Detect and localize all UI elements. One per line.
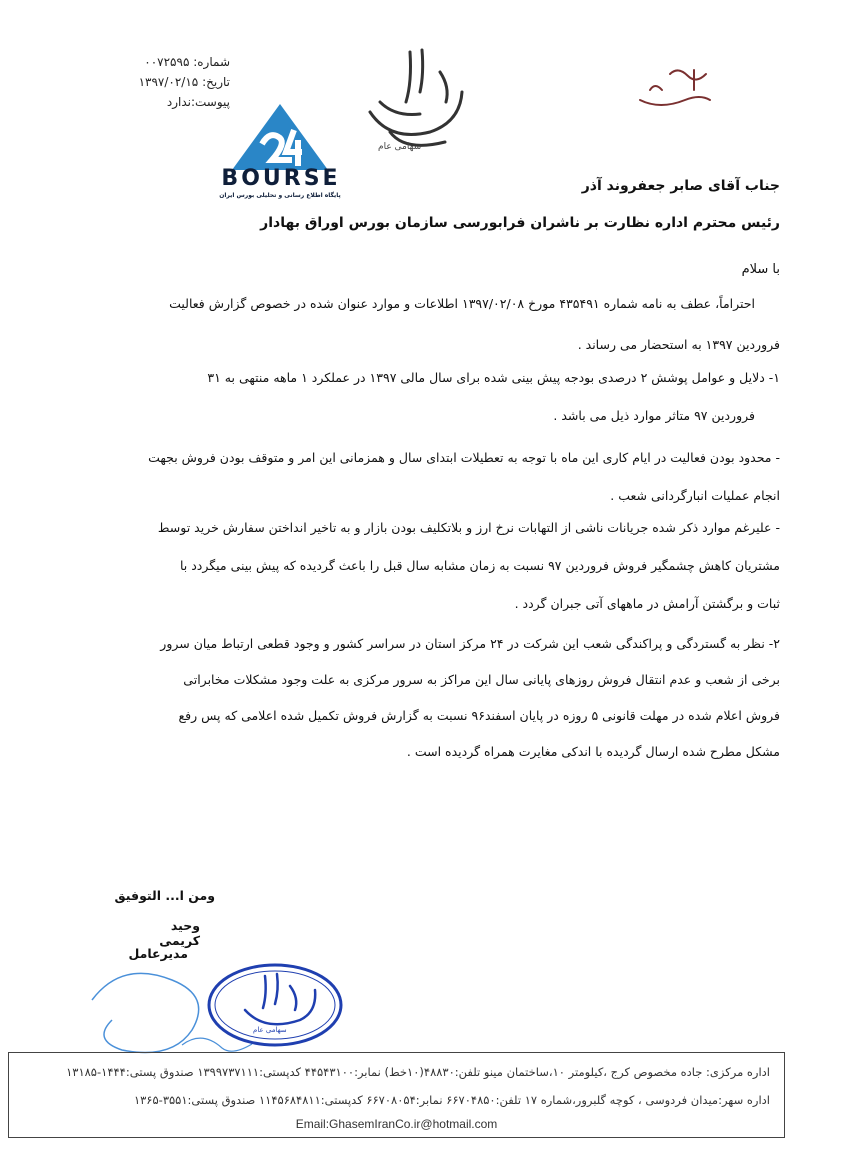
letter-date-value: ۱۳۹۷/۰۲/۱۵	[138, 75, 199, 89]
letter-footer	[8, 1052, 785, 1138]
stamp-subtitle: سهامی عام	[253, 1026, 287, 1034]
addressee-title: رئیس محترم اداره نظارت بر ناشران فرابورسی سازمان بورس اوراق بهادار	[260, 215, 780, 231]
body-line: - علیرغم موارد ذکر شده جریانات ناشی از التهابات نرخ ارز و بلاتکلیف بودن بازار و به تاخیر انداختن سفارش خرید توسط	[157, 520, 780, 535]
closing-line: ومن ا... التوفیق	[114, 888, 215, 903]
greeting: با سلام	[741, 262, 780, 277]
footer-address-central: اداره مرکزی: جاده مخصوص کرج ،کیلومتر ۱۰،ساختمان مینو تلفن:۴۸۸۳۰(۱۰خط) نمابر:۴۴۵۴۳۱۰۰ کدپستی:۱۳۹۹۷۳۷۱۱۱ صندوق پستی:۱۴۴۴-۱۳۱۸۵	[66, 1065, 770, 1079]
bourse-logo-subtitle: پایگاه اطلاع رسانی و تحلیلی بورس ایران	[219, 192, 341, 199]
body-line: ۱- دلایل و عوامل پوشش ۲ درصدی بودجه پیش بینی شده برای سال مالی ۱۳۹۷ در عملکرد ۱ ماهه منتهی به ۳۱	[207, 370, 780, 385]
body-line: مشتریان کاهش چشمگیر فروش فروردین ۹۷ نسبت به زمان مشابه سال قبل را باعث گردیده که پیش بینی میگردد با	[179, 558, 780, 573]
letter-number-label: شماره:	[193, 55, 230, 69]
body-line: فروردین ۹۷ متاثر موارد ذیل می باشد .	[553, 408, 755, 423]
body-line: ۲- نظر به گستردگی و پراکندگی شعب این شرکت در ۲۴ مرکز استان در سراسر کشور و وجود قطعی ارتباط میان سرور	[160, 636, 780, 651]
basmala-calligraphy-icon	[630, 60, 720, 120]
body-line: مشکل مطرح شده ارسال گردیده با اندکی مغایرت همراه گردیده است .	[406, 744, 780, 759]
body-line: فروردین ۱۳۹۷ به استحضار می رساند .	[577, 337, 780, 352]
body-line: ثبات و برگشتن آرامش در ماههای آتی جبران گردد .	[514, 596, 780, 611]
company-logo	[350, 42, 480, 172]
signer-title: مدیرعامل	[128, 946, 188, 961]
letter-attachment: پیوست:ندارد	[166, 95, 230, 109]
body-line: انجام عملیات انبارگردانی شعب .	[610, 488, 780, 503]
letter-date-row	[60, 72, 230, 92]
company-stamp	[205, 960, 345, 1050]
footer-address-branch: اداره سهر:میدان فردوسی ، کوچه گلبرور،شماره ۱۷ تلفن:۶۶۷۰۴۸۵۰ نمابر:۶۶۷۰۸۰۵۴ کدپستی:۱۱۴۵۶۸۴۸۱۱ صندوق پستی:۳۵۵۱-۱۳۶۵	[133, 1093, 770, 1107]
letter-number-value: ۰۰۷۲۵۹۵	[144, 55, 190, 69]
body-line: - محدود بودن فعالیت در ایام کاری این ماه با توجه به تعطیلات ابتدای سال و همزمانی این امر و متوقف بودن فروش بجهت	[148, 450, 780, 465]
bourse-logo-word: BOURSE	[221, 166, 341, 191]
letter-meta	[60, 52, 230, 112]
footer-email: Email:GhasemIranCo.ir@hotmail.com	[295, 1117, 498, 1131]
bourse-triangle-icon	[210, 100, 350, 172]
company-logo-subtitle: سهامی عام	[378, 142, 422, 152]
stamp-oval-icon	[205, 960, 345, 1050]
signer-name: وحید کریمی	[159, 918, 200, 948]
basmala	[630, 60, 720, 120]
company-calligraphy-icon	[350, 42, 480, 172]
addressee-name: جناب آقای صابر جعفروند آذر	[581, 178, 780, 194]
body-line: احتراماً، عطف به نامه شماره ۴۳۵۴۹۱ مورخ ۱۳۹۷/۰۲/۰۸ اطلاعات و موارد عنوان شده در خصوص گزارش فعالیت	[169, 296, 755, 311]
body-line: فروش اعلام شده در مهلت قانونی ۵ روزه در پایان اسفند۹۶ نسبت به گزارش فروش تکمیل شده اعلامی که پس رفع	[178, 708, 780, 723]
letter-number-row	[60, 52, 230, 72]
letter-date-label: تاریخ:	[202, 75, 230, 89]
body-line: برخی از شعب و عدم انتقال فروش روزهای پایانی سال این مراکز به سرور مرکزی به علت وجود مشکلات مخابراتی	[183, 672, 780, 687]
